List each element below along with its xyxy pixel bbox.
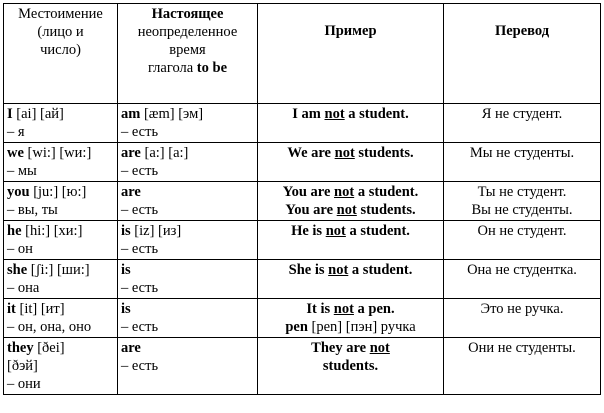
pronoun-translation: – вы, ты (7, 202, 58, 218)
pronoun-cell (4, 338, 118, 395)
verb-line (121, 183, 254, 201)
example-text: students. (356, 202, 416, 218)
example-cell (258, 104, 444, 143)
verb-line (121, 339, 254, 357)
example-text: They are (311, 340, 370, 356)
verb: is (121, 223, 131, 239)
example-word-gloss: [pen] [пэн] ручка (307, 319, 416, 335)
pronoun-translation: – она (7, 280, 40, 296)
translation-cell (444, 143, 601, 182)
example-line (261, 105, 440, 123)
verb-translation: – есть (121, 124, 159, 140)
verb-translation: – есть (121, 202, 159, 218)
pronoun: they (7, 340, 34, 356)
pronoun-transcription: [it] [ит] (15, 301, 65, 317)
pronoun-cell (4, 260, 118, 299)
pronoun-line (7, 222, 114, 240)
example-not: not (333, 301, 354, 317)
pronoun-translation: – мы (7, 163, 37, 179)
translation-line: Мы не студенты. (469, 145, 575, 161)
example-text: a student. (344, 106, 409, 122)
verb-translation: – есть (121, 358, 159, 374)
verb-translation: – есть (121, 241, 159, 257)
verb-cell (118, 221, 258, 260)
table-row (4, 221, 601, 260)
header-tense-line (121, 59, 254, 77)
pronoun-transcription: [wi:] [wи:] (23, 145, 92, 161)
table-row (4, 143, 601, 182)
verb-translation: – есть (121, 163, 159, 179)
table-row (4, 104, 601, 143)
pronoun-line (7, 105, 114, 123)
pronoun-line (7, 339, 114, 357)
table-row (4, 299, 601, 338)
header-pronoun-line: число) (40, 42, 81, 58)
example-line (261, 183, 440, 201)
pronoun-translation: – он (7, 241, 33, 257)
pronoun: he (7, 223, 22, 239)
translation-cell (444, 299, 601, 338)
example-cell (258, 338, 444, 395)
pronoun-cell (4, 221, 118, 260)
translation-cell (444, 221, 601, 260)
example-cell (258, 221, 444, 260)
example-not: not (336, 202, 357, 218)
pronoun: it (7, 301, 16, 317)
pronoun-transcription: [ʃi:] [ши:] (27, 262, 90, 278)
translation-cell (444, 104, 601, 143)
example-not: not (324, 106, 345, 122)
verb: are (121, 145, 141, 161)
example-not: not (369, 340, 390, 356)
pronoun-translation: – он, она, оно (7, 319, 92, 335)
example-text: students. (354, 145, 414, 161)
example-text: He is (291, 223, 326, 239)
example-text: We are (287, 145, 335, 161)
verb-transcription: [æm] [эм] (140, 106, 204, 122)
example-text: a pen. (353, 301, 395, 317)
pronoun-cell (4, 143, 118, 182)
table-row (4, 260, 601, 299)
header-tense (118, 4, 258, 104)
example-word: pen (285, 319, 308, 335)
pronoun-cell (4, 182, 118, 221)
verb-transcription: [iz] [из] (130, 223, 182, 239)
translation-line: Он не студент. (477, 223, 567, 239)
example-text: a student. (348, 262, 413, 278)
header-tense-verb: to be (196, 60, 228, 76)
pronoun-transcription: [hi:] [хи:] (21, 223, 83, 239)
pronoun: she (7, 262, 28, 278)
header-tense-line: время (169, 42, 206, 58)
table-row (4, 182, 601, 221)
example-line (261, 201, 440, 219)
verb-transcription: [a:] [a:] (140, 145, 189, 161)
example-text: a student. (354, 184, 419, 200)
translation-cell (444, 338, 601, 395)
verb: am (121, 106, 141, 122)
example-text: a student. (345, 223, 410, 239)
header-pronoun-line: (лицо и (37, 24, 84, 40)
example-line: students. (322, 358, 379, 374)
verb-cell (118, 104, 258, 143)
pronoun-line (7, 261, 114, 279)
verb-cell (118, 260, 258, 299)
verb-cell (118, 338, 258, 395)
verb: are (121, 184, 141, 200)
pronoun-translation: – я (7, 124, 25, 140)
translation-line: Она не студентка. (467, 262, 577, 278)
pronoun-cell (4, 299, 118, 338)
header-translation: Перевод (444, 4, 601, 104)
table-row (4, 338, 601, 395)
pronoun: we (7, 145, 24, 161)
pronoun-transcription: [ju:] [ю:] (29, 184, 87, 200)
verb-cell (118, 299, 258, 338)
example-line (261, 318, 440, 336)
translation-line: Это не ручка. (480, 301, 564, 317)
translation-cell (444, 260, 601, 299)
pronoun: you (7, 184, 30, 200)
header-tense-line: неопределенное (137, 24, 238, 40)
example-text: You are (285, 202, 337, 218)
header-pronoun-line: Местоимение (18, 6, 103, 22)
example-text: She is (288, 262, 329, 278)
translation-cell (444, 182, 601, 221)
example-line (261, 300, 440, 318)
header-example: Пример (258, 4, 444, 104)
verb-cell (118, 143, 258, 182)
verb-cell (118, 182, 258, 221)
header-tense-line: Настоящее (151, 6, 224, 22)
example-text: You are (282, 184, 335, 200)
verb: are (121, 340, 141, 356)
pronoun-transcription-2: [ðэй] (7, 358, 38, 374)
header-tense-text: глагола (147, 60, 197, 76)
grammar-table (3, 3, 601, 395)
example-cell (258, 143, 444, 182)
pronoun-line (7, 144, 114, 162)
example-line (261, 144, 440, 162)
pronoun-translation: – они (7, 376, 41, 392)
example-cell (258, 182, 444, 221)
example-line (261, 222, 440, 240)
example-not: not (325, 223, 346, 239)
verb-line (121, 222, 254, 240)
header-pronoun (4, 4, 118, 104)
verb: is (121, 262, 131, 278)
verb-line (121, 105, 254, 123)
pronoun-line (7, 183, 114, 201)
verb-translation: – есть (121, 280, 159, 296)
verb: is (121, 301, 131, 317)
example-line (261, 339, 440, 357)
example-not: not (328, 262, 349, 278)
verb-line (121, 261, 254, 279)
pronoun-line (7, 300, 114, 318)
example-not: not (334, 184, 355, 200)
verb-translation: – есть (121, 319, 159, 335)
pronoun: I (7, 106, 13, 122)
translation-line: Вы не студенты. (471, 202, 573, 218)
pronoun-cell (4, 104, 118, 143)
verb-line (121, 300, 254, 318)
example-text: It is (306, 301, 334, 317)
pronoun-transcription: [ðei] (33, 340, 65, 356)
example-cell (258, 260, 444, 299)
example-text: I am (292, 106, 325, 122)
example-cell (258, 299, 444, 338)
pronoun-transcription: [ai] [ай] (12, 106, 64, 122)
example-line (261, 261, 440, 279)
verb-line (121, 144, 254, 162)
translation-line: Ты не студент. (477, 184, 567, 200)
header-row (4, 4, 601, 104)
translation-line: Я не студент. (481, 106, 563, 122)
example-not: not (334, 145, 355, 161)
translation-line: Они не студенты. (468, 340, 576, 356)
